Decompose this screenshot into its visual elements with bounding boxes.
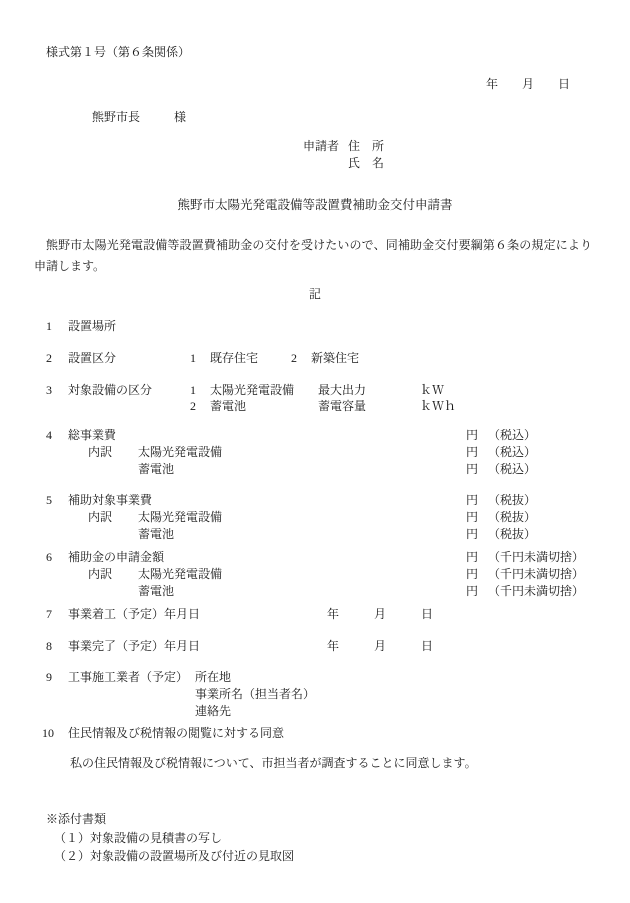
item-6-breakdown-2-unit: 円 （千円未満切捨） xyxy=(466,584,585,598)
item-6-breakdown-label: 内訳 xyxy=(88,567,113,581)
item-3-equipment-2-name[interactable]: 蓄電池 xyxy=(210,399,247,413)
item-8-day-label: 日 xyxy=(421,639,434,653)
item-8-year-label: 年 xyxy=(327,639,340,653)
item-8-number: 8 xyxy=(46,639,52,653)
attachment-item-2-text: （２）対象設備の設置場所及び付近の見取図 xyxy=(54,849,295,863)
item-3-equipment-1-number[interactable]: 1 xyxy=(190,383,196,397)
item-4-breakdown-1-name: 太陽光発電設備 xyxy=(138,445,223,459)
applicant-address-label: 住 所 xyxy=(348,139,385,153)
item-2-label: 設置区分 xyxy=(68,351,117,365)
item-2-number: 2 xyxy=(46,351,52,365)
item-3-equipment-2-metric-label: 蓄電容量 xyxy=(318,399,367,413)
item-7-year-label: 年 xyxy=(327,607,340,621)
item-4-breakdown-2-name: 蓄電池 xyxy=(138,462,175,476)
item-5-number: 5 xyxy=(46,493,52,507)
applicant-name-label: 氏 名 xyxy=(348,156,385,170)
item-2-choice-2-label[interactable]: 新築住宅 xyxy=(311,351,360,365)
item-9-number: 9 xyxy=(46,670,52,684)
form-number: 様式第１号（第６条関係） xyxy=(46,45,191,59)
ki-mark: 記 xyxy=(308,287,321,301)
item-3-equipment-1-metric-label: 最大出力 xyxy=(318,383,367,397)
submission-date-line xyxy=(486,78,570,90)
item-5-breakdown-2-name: 蓄電池 xyxy=(138,527,175,541)
date-year-label: 年 xyxy=(486,77,499,91)
addressee xyxy=(92,111,186,123)
applicant-block xyxy=(303,140,384,169)
applicant-name-row xyxy=(348,157,384,169)
attachment-item-2 xyxy=(46,850,294,862)
item-8-month-label: 月 xyxy=(374,639,387,653)
item-4-breakdown-2-unit: 円 （税込） xyxy=(466,462,537,476)
item-1-number: 1 xyxy=(46,319,52,333)
item-7-month-label: 月 xyxy=(374,607,387,621)
page-title: 熊野市太陽光発電設備等設置費補助金交付申請書 xyxy=(177,198,453,212)
item-10-consent-sentence: 私の住民情報及び税情報について、市担当者が調査することに同意します。 xyxy=(70,756,477,770)
item-5-breakdown-label: 内訳 xyxy=(88,510,113,524)
item-5-breakdown-1-name: 太陽光発電設備 xyxy=(138,510,223,524)
item-6-breakdown-1-unit: 円 （千円未満切捨） xyxy=(466,567,585,581)
item-8-date-fields[interactable] xyxy=(327,640,433,652)
date-day-label: 日 xyxy=(558,77,571,91)
item-3-equipment-2-number[interactable]: 2 xyxy=(190,399,196,413)
item-9-label: 工事施工業者（予定） xyxy=(68,670,189,684)
item-3-equipment-2-unit: ｋＷｈ xyxy=(420,399,457,413)
item-10-number: 10 xyxy=(42,726,54,740)
item-6-amount-unit: 円 （千円未満切捨） xyxy=(466,550,585,564)
item-4-amount-unit: 円 （税込） xyxy=(466,428,537,442)
item-4-label: 総事業費 xyxy=(68,428,117,442)
applicant-label: 申請者 xyxy=(303,139,340,153)
item-3-equipment-1-unit: ｋＷ xyxy=(420,383,445,397)
item-9-field-location: 所在地 xyxy=(195,670,232,684)
item-5-amount-unit: 円 （税抜） xyxy=(466,493,537,507)
item-2-choice-1-label[interactable]: 既存住宅 xyxy=(210,351,259,365)
item-6-number: 6 xyxy=(46,550,52,564)
item-5-breakdown-1-unit: 円 （税抜） xyxy=(466,510,537,524)
item-9-field-office-name: 事業所名（担当者名） xyxy=(195,687,316,701)
date-month-label: 月 xyxy=(522,77,535,91)
attachment-item-1 xyxy=(46,832,294,844)
item-7-day-label: 日 xyxy=(421,607,434,621)
attachments-heading: ※添付書類 xyxy=(46,812,107,826)
item-8-label: 事業完了（予定）年月日 xyxy=(68,639,201,653)
item-7-number: 7 xyxy=(46,607,52,621)
item-2-choice-2-number[interactable]: 2 xyxy=(291,351,297,365)
item-7-date-fields[interactable] xyxy=(327,608,433,620)
item-4-number: 4 xyxy=(46,428,52,442)
item-3-number: 3 xyxy=(46,383,52,397)
item-9-field-contact: 連絡先 xyxy=(195,704,232,718)
addressee-name: 熊野市長 xyxy=(92,110,141,124)
item-4-breakdown-1-unit: 円 （税込） xyxy=(466,445,537,459)
attachment-item-1-text: （１）対象設備の見積書の写し xyxy=(54,831,223,845)
item-10-label: 住民情報及び税情報の閲覧に対する同意 xyxy=(68,726,285,740)
body-paragraph: 熊野市太陽光発電設備等設置費補助金の交付を受けたいので、同補助金交付要綱第６条の規定により申請します。 xyxy=(34,238,592,273)
item-5-breakdown-2-unit: 円 （税抜） xyxy=(466,527,537,541)
item-6-label: 補助金の申請金額 xyxy=(68,550,165,564)
item-4-breakdown-label: 内訳 xyxy=(88,445,113,459)
item-1-label: 設置場所 xyxy=(68,319,117,333)
item-2-choice-1-number[interactable]: 1 xyxy=(190,351,196,365)
item-3-equipment-1-name[interactable]: 太陽光発電設備 xyxy=(210,383,295,397)
item-3-label: 対象設備の区分 xyxy=(68,383,153,397)
item-7-label: 事業着工（予定）年月日 xyxy=(68,607,201,621)
addressee-honorific: 様 xyxy=(174,110,187,124)
applicant-address-row xyxy=(303,140,384,152)
item-6-breakdown-1-name: 太陽光発電設備 xyxy=(138,567,223,581)
item-6-breakdown-2-name: 蓄電池 xyxy=(138,584,175,598)
attachments-block xyxy=(46,813,294,862)
item-5-label: 補助対象事業費 xyxy=(68,493,153,507)
